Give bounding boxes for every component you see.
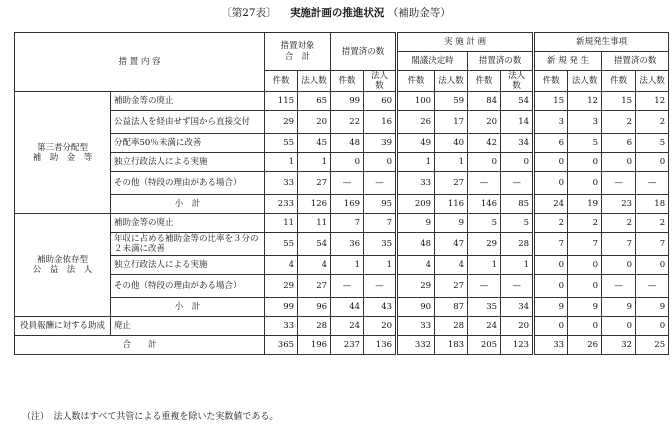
cell: 0 [534, 153, 568, 172]
cell: 0 [468, 153, 501, 172]
cell: 0 [568, 317, 602, 336]
header-count: 件数 [534, 71, 568, 92]
cell: 33 [534, 336, 568, 355]
header-count: 件数 [265, 71, 298, 92]
subtotal-row [15, 195, 669, 214]
cell: 96 [298, 298, 331, 317]
row-label: 廃止 [111, 317, 265, 336]
cell: 3 [534, 111, 568, 134]
cell: 28 [298, 317, 331, 336]
cell: 4 [298, 256, 331, 275]
cell: — [364, 275, 397, 298]
cell: 2 [636, 214, 669, 233]
cell: 48 [331, 134, 364, 153]
header-new: 新規発生事項 [534, 33, 669, 52]
cell: 47 [435, 233, 468, 256]
cell: 11 [298, 214, 331, 233]
cell: 90 [397, 298, 435, 317]
cell: 20 [298, 111, 331, 134]
cell: 19 [568, 195, 602, 214]
cell: 9 [636, 298, 669, 317]
cell: 35 [468, 298, 501, 317]
header-corp: 法人数 [364, 71, 397, 92]
cell: 15 [602, 92, 636, 111]
cell: 0 [602, 317, 636, 336]
cell: 20 [364, 317, 397, 336]
cell: 7 [331, 214, 364, 233]
footnote: （注） 法人数はすべて共管による重複を除いた実数値である。 [22, 412, 279, 422]
cell: 196 [298, 336, 331, 355]
cell: 9 [534, 298, 568, 317]
cell: 24 [534, 195, 568, 214]
cell: 33 [397, 317, 435, 336]
header-row-1 [15, 33, 669, 52]
cell: 23 [602, 195, 636, 214]
cell: 27 [435, 275, 468, 298]
row-label: 独立行政法人による実施 [111, 153, 265, 172]
cell: 43 [364, 298, 397, 317]
cell: 5 [501, 214, 534, 233]
cell: 0 [534, 317, 568, 336]
cell: 5 [636, 134, 669, 153]
cell: 7 [602, 233, 636, 256]
cell: 146 [468, 195, 501, 214]
header-target [265, 33, 331, 71]
row-label: その他（特段の理由がある場合） [111, 275, 265, 298]
cell: 1 [331, 256, 364, 275]
cell: — [636, 172, 669, 195]
cell: 36 [331, 233, 364, 256]
cell: 5 [468, 214, 501, 233]
cell: 100 [397, 92, 435, 111]
section-label-line1: 補助金依存型 [36, 255, 88, 265]
cell: 20 [468, 111, 501, 134]
cell: 54 [501, 92, 534, 111]
subtotal-row [15, 298, 669, 317]
cell: 2 [534, 214, 568, 233]
cell: 0 [364, 153, 397, 172]
cell: 7 [636, 233, 669, 256]
cell: 32 [602, 336, 636, 355]
row-label: 補助金等の廃止 [111, 214, 265, 233]
header-new-occurrence: 新 規 発 生 [534, 52, 602, 71]
cell: 2 [602, 111, 636, 134]
cell: 0 [636, 317, 669, 336]
table-row [15, 172, 669, 195]
table-title [0, 6, 672, 20]
header-corp: 法人数 [501, 71, 534, 92]
progress-table [14, 32, 669, 355]
cell: 29 [397, 275, 435, 298]
section-label-third-party [15, 92, 111, 214]
cell: 40 [435, 134, 468, 153]
cell: 59 [435, 92, 468, 111]
header-corp: 法人数 [636, 71, 669, 92]
cell: 9 [397, 214, 435, 233]
cell: 169 [331, 195, 364, 214]
row-label: その他（特段の理由がある場合） [111, 172, 265, 195]
cell: 205 [468, 336, 501, 355]
cell: 34 [501, 134, 534, 153]
cell: 16 [364, 111, 397, 134]
cell: 15 [534, 92, 568, 111]
cell: 27 [298, 172, 331, 195]
cell: 0 [636, 256, 669, 275]
cell: 183 [435, 336, 468, 355]
cell: 26 [397, 111, 435, 134]
cell: 332 [397, 336, 435, 355]
header-corp: 法人数 [298, 71, 331, 92]
cell: 27 [298, 275, 331, 298]
header-target-line2: 合 計 [284, 51, 311, 62]
cell: 0 [602, 256, 636, 275]
cell: 0 [331, 153, 364, 172]
table-row [15, 233, 669, 256]
cell: 85 [501, 195, 534, 214]
cell: 0 [534, 256, 568, 275]
row-label: 公益法人を経由せず国から直接交付 [111, 111, 265, 134]
cell: 136 [364, 336, 397, 355]
table-row [15, 92, 669, 111]
cell: 26 [568, 336, 602, 355]
cell: 55 [265, 134, 298, 153]
cell: 87 [435, 298, 468, 317]
cell: 5 [568, 134, 602, 153]
table-main-title: 実施計画の推進状況 [289, 7, 385, 19]
cell: — [636, 275, 669, 298]
cell: 1 [265, 153, 298, 172]
cell: 45 [298, 134, 331, 153]
header-cabinet: 閣議決定時 [397, 52, 468, 71]
header-count: 件数 [331, 71, 364, 92]
section-label-line1: 第三者分配型 [36, 142, 88, 153]
cell: 1 [397, 153, 435, 172]
cell: 0 [636, 153, 669, 172]
cell: 14 [501, 111, 534, 134]
cell: 3 [568, 111, 602, 134]
officer-label: 役員報酬に対する助成 [15, 317, 111, 336]
cell: 28 [435, 317, 468, 336]
cell: 4 [397, 256, 435, 275]
cell: 0 [534, 275, 568, 298]
cell: 0 [501, 153, 534, 172]
table-number: 〔第27表〕 [221, 7, 277, 19]
cell: 2 [636, 111, 669, 134]
cell: 35 [364, 233, 397, 256]
cell: 6 [534, 134, 568, 153]
cell: 11 [265, 214, 298, 233]
cell: 9 [568, 298, 602, 317]
cell: 33 [265, 172, 298, 195]
cell: 1 [435, 153, 468, 172]
cell: — [602, 275, 636, 298]
cell: 115 [265, 92, 298, 111]
cell: 6 [602, 134, 636, 153]
cell: 22 [331, 111, 364, 134]
cell: 2 [568, 214, 602, 233]
cell: 17 [435, 111, 468, 134]
cell: — [331, 275, 364, 298]
cell: — [501, 275, 534, 298]
row-label: 独立行政法人による実施 [111, 256, 265, 275]
cell: 1 [298, 153, 331, 172]
cell: 116 [435, 195, 468, 214]
table-row [15, 153, 669, 172]
cell: 0 [568, 275, 602, 298]
cell: 9 [602, 298, 636, 317]
cell: 95 [364, 195, 397, 214]
header-measure: 措 置 内 容 [15, 33, 265, 92]
cell: 0 [568, 256, 602, 275]
cell: 44 [331, 298, 364, 317]
cell: 1 [364, 256, 397, 275]
cell: 33 [265, 317, 298, 336]
cell: 18 [636, 195, 669, 214]
cell: 0 [568, 153, 602, 172]
cell: 9 [435, 214, 468, 233]
cell: 1 [468, 256, 501, 275]
cell: 42 [468, 134, 501, 153]
cell: 123 [501, 336, 534, 355]
table-row [15, 134, 669, 153]
cell: 237 [331, 336, 364, 355]
header-corp: 法人数 [568, 71, 602, 92]
header-done: 措置済の数 [331, 33, 397, 71]
cell: 29 [265, 111, 298, 134]
subtotal-label: 小 計 [111, 195, 265, 214]
cell: 12 [568, 92, 602, 111]
cell: 25 [636, 336, 669, 355]
table-row [15, 317, 669, 336]
cell: 27 [435, 172, 468, 195]
header-new-done: 措置済の数 [602, 52, 669, 71]
header-target-line1: 措置対象 [280, 40, 315, 51]
cell: 24 [468, 317, 501, 336]
cell: 4 [435, 256, 468, 275]
cell: 0 [534, 172, 568, 195]
cell: 55 [265, 233, 298, 256]
cell: — [468, 172, 501, 195]
cell: 99 [331, 92, 364, 111]
cell: — [364, 172, 397, 195]
cell: 1 [501, 256, 534, 275]
total-row [15, 336, 669, 355]
cell: 48 [397, 233, 435, 256]
table-row [15, 275, 669, 298]
cell: — [501, 172, 534, 195]
cell: 49 [397, 134, 435, 153]
cell: 29 [265, 275, 298, 298]
cell: — [602, 172, 636, 195]
row-label: 補助金等の廃止 [111, 92, 265, 111]
cell: 0 [602, 153, 636, 172]
cell: 28 [501, 233, 534, 256]
cell: — [331, 172, 364, 195]
row-label: 年収に占める補助金等の比率を３分の２未満に改善 [111, 233, 265, 256]
cell: 84 [468, 92, 501, 111]
cell: 60 [364, 92, 397, 111]
cell: 0 [568, 172, 602, 195]
cell: 12 [636, 92, 669, 111]
table-subtitle: （補助金等） [387, 7, 451, 19]
cell: 233 [265, 195, 298, 214]
cell: 126 [298, 195, 331, 214]
total-label: 合 計 [15, 336, 265, 355]
cell: 39 [364, 134, 397, 153]
cell: 365 [265, 336, 298, 355]
cell: 65 [298, 92, 331, 111]
header-count: 件数 [397, 71, 435, 92]
cell: 24 [331, 317, 364, 336]
row-label: 分配率50％未満に改善 [111, 134, 265, 153]
cell: 99 [265, 298, 298, 317]
section-label-line2: 補 助 金 等 [32, 152, 93, 163]
table-row [15, 111, 669, 134]
table-row [15, 214, 669, 233]
cell: — [468, 275, 501, 298]
header-count: 件数 [468, 71, 501, 92]
section-label-line2: 公 益 法 人 [32, 265, 93, 275]
section-label-subsidy-dependent [15, 214, 111, 317]
cell: 7 [534, 233, 568, 256]
cell: 20 [501, 317, 534, 336]
cell: 33 [397, 172, 435, 195]
table-row [15, 256, 669, 275]
header-plan: 実 施 計 画 [397, 33, 534, 52]
subtotal-label: 小 計 [111, 298, 265, 317]
cell: 2 [602, 214, 636, 233]
cell: 34 [501, 298, 534, 317]
cell: 7 [364, 214, 397, 233]
cell: 7 [568, 233, 602, 256]
cell: 29 [468, 233, 501, 256]
header-count: 件数 [602, 71, 636, 92]
cell: 209 [397, 195, 435, 214]
header-plan-done: 措置済の数 [468, 52, 534, 71]
header-corp: 法人数 [435, 71, 468, 92]
cell: 4 [265, 256, 298, 275]
cell: 54 [298, 233, 331, 256]
